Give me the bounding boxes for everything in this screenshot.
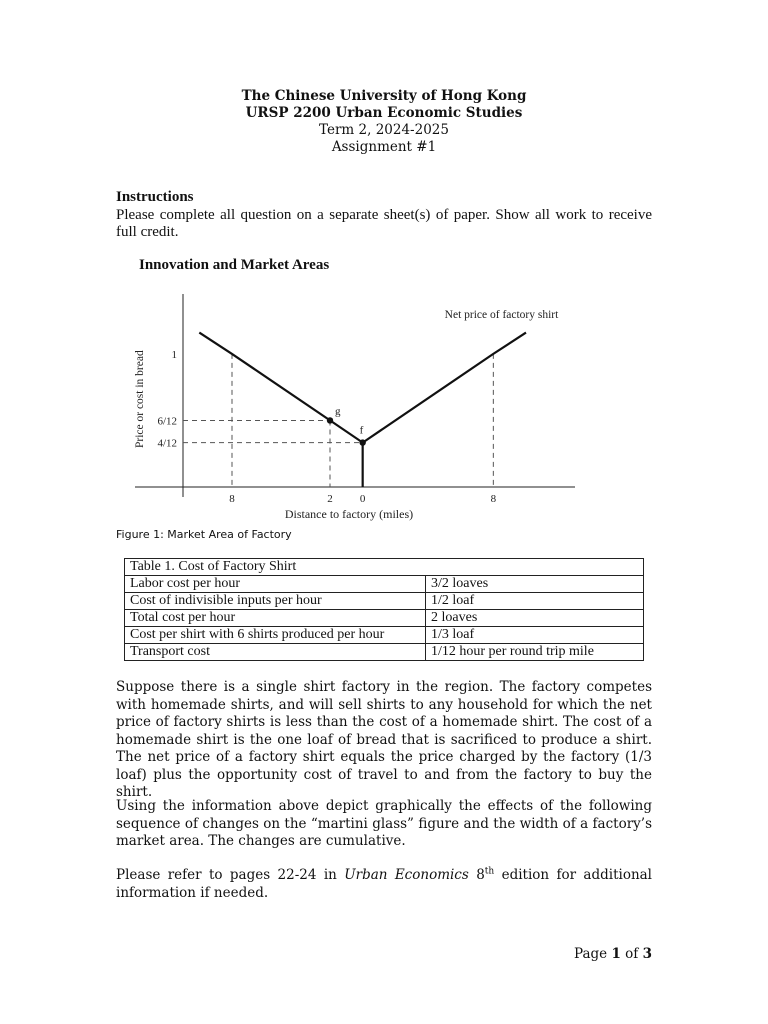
page-total: 3 xyxy=(642,946,652,962)
chart-series xyxy=(199,333,526,487)
x-tick-label: 8 xyxy=(229,493,235,505)
table-cell-value: 3/2 loaves xyxy=(426,576,644,593)
table-title-row xyxy=(125,559,644,576)
term: Term 2, 2024-2025 xyxy=(319,122,449,138)
document-header xyxy=(0,88,768,156)
paragraph-3-suffix: edition for additional information if needed. xyxy=(116,867,653,901)
cost-table xyxy=(124,558,644,661)
section-title-block xyxy=(139,257,675,275)
series-label: Net price of factory shirt xyxy=(444,308,559,321)
table-cell-value: 1/12 hour per round trip mile xyxy=(426,644,644,661)
table-row xyxy=(125,644,644,661)
chart-axes xyxy=(135,294,575,497)
chart-text xyxy=(134,309,559,521)
market-area-chart xyxy=(120,284,620,524)
of-word: of xyxy=(620,946,643,962)
y-axis-title: Price or cost in bread xyxy=(134,350,146,449)
table-cell-value: 1/2 loaf xyxy=(426,593,644,610)
y-tick-label: 4/12 xyxy=(157,437,177,450)
y-tick-label: 1 xyxy=(171,348,177,361)
chart-guides xyxy=(183,354,493,487)
point-f-label: f xyxy=(359,424,364,437)
edition-number: 8 xyxy=(468,867,485,883)
table-title: Table 1. Cost of Factory Shirt xyxy=(125,559,644,576)
paragraph-3 xyxy=(116,867,652,902)
assignment-number: Assignment #1 xyxy=(331,139,437,155)
x-tick-label: 2 xyxy=(327,493,333,505)
page-current: 1 xyxy=(611,946,621,962)
point-g xyxy=(327,417,333,423)
section-title: Innovation and Market Areas xyxy=(139,257,330,273)
table-row xyxy=(125,576,644,593)
table-row xyxy=(125,627,644,644)
book-title: Urban Economics xyxy=(344,867,469,883)
instructions xyxy=(116,189,652,242)
page-number xyxy=(574,946,652,962)
y-tick-label: 6/12 xyxy=(157,415,177,428)
course-title: URSP 2200 Urban Economic Studies xyxy=(245,105,523,121)
instructions-text: Please complete all question on a separate sheet(s) of paper. Show all work to receive full credit. xyxy=(116,206,652,240)
table-row xyxy=(125,593,644,610)
point-f xyxy=(359,439,365,445)
page-word: Page xyxy=(574,946,612,962)
table-cell-value: 2 loaves xyxy=(426,610,644,627)
point-g-label: g xyxy=(335,405,341,418)
university-name: The Chinese University of Hong Kong xyxy=(241,88,527,104)
table-cell-item: Cost per shirt with 6 shirts produced per hour xyxy=(125,627,426,644)
table-cell-item: Labor cost per hour xyxy=(125,576,426,593)
paragraph-2: Using the information above depict graphically the effects of the following sequence of changes on the “martini glass” figure and the width of a factory’s market area. The changes are cumulative. xyxy=(116,798,652,849)
table-cell-item: Cost of indivisible inputs per hour xyxy=(125,593,426,610)
instructions-heading: Instructions xyxy=(116,189,194,205)
table-row xyxy=(125,610,644,627)
x-axis-title: Distance to factory (miles) xyxy=(284,507,414,521)
paragraph-1: Suppose there is a single shirt factory in the region. The factory competes with homemade shirts, and will sell shirts to any household for which the net price of factory shirts is less than the cost of a homemade shirt. The cost of a homemade shirt is the one loaf of bread that is sacrificed to produce a shirt. The net price of a factory shirt equals the price charged by the factory (1/3 loaf) plus the opportunity cost of travel to and from the factory to buy the shirt. xyxy=(116,679,652,800)
table-cell-item: Transport cost xyxy=(125,644,426,661)
x-tick-label: 8 xyxy=(490,493,497,505)
x-tick-label: 0 xyxy=(359,493,366,505)
table-cell-item: Total cost per hour xyxy=(125,610,426,627)
paragraph-3-prefix: Please refer to pages 22-24 in xyxy=(116,867,345,883)
figure-caption: Figure 1: Market Area of Factory xyxy=(116,528,292,541)
table-cell-value: 1/3 loaf xyxy=(426,627,644,644)
edition-suffix: th xyxy=(484,866,495,877)
